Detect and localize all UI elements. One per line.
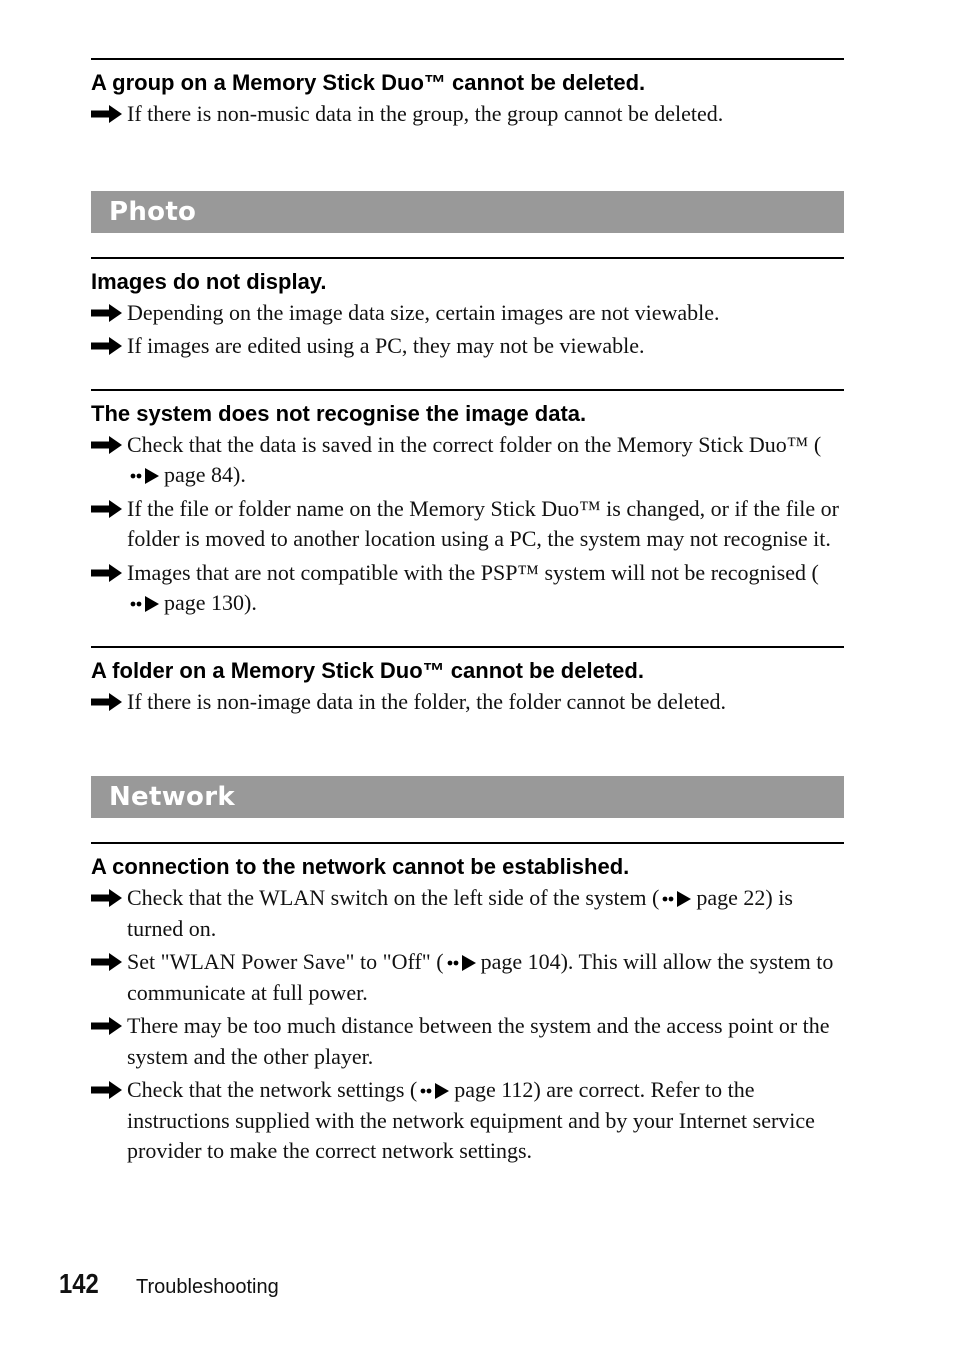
- arrow-right-icon: [91, 564, 122, 582]
- arrow-right-icon: [91, 500, 122, 518]
- divider: [91, 58, 844, 60]
- section-header-photo: [91, 191, 844, 233]
- page-number: 142: [59, 1268, 99, 1299]
- list-item: Check that the data is saved in the correct folder on the Memory Stick Duo™ (page 84).: [91, 430, 844, 491]
- section-title: Photo: [109, 196, 197, 227]
- issue-network-connection: [91, 854, 844, 1167]
- page-reference-icon: [129, 594, 163, 612]
- issue-title: The system does not recognise the image data.: [91, 400, 587, 426]
- page-reference[interactable]: page 22: [696, 885, 766, 910]
- issue-title: A connection to the network cannot be established.: [91, 854, 630, 879]
- list-item: Check that the WLAN switch on the left side of the system ( page 22) is turned on.: [91, 883, 844, 944]
- arrow-right-icon: [91, 889, 122, 907]
- page-reference-icon: [419, 1081, 453, 1099]
- divider: [91, 389, 844, 391]
- page-content: [91, 58, 844, 1170]
- list-item: There may be too much distance between the system and the access point or the system and the other player.: [91, 1011, 844, 1072]
- arrow-right-icon: [91, 304, 122, 322]
- arrow-right-icon: [91, 1081, 122, 1099]
- arrow-right-icon: [91, 436, 122, 454]
- issue-image-not-recognised: [91, 401, 844, 619]
- issue-title: A group on a Memory Stick Duo™ cannot be deleted.: [91, 70, 646, 95]
- page-reference[interactable]: page 104: [480, 949, 561, 974]
- page-reference[interactable]: page 84: [164, 462, 234, 487]
- list-item: Images that are not compatible with the PSP™ system will not be recognised (page 130).: [91, 558, 844, 619]
- page-reference[interactable]: page 130: [164, 590, 245, 615]
- footer-section-label: Troubleshooting: [136, 1276, 279, 1298]
- arrow-right-icon: [91, 953, 122, 971]
- arrow-right-icon: [91, 693, 122, 711]
- list-item: If images are edited using a PC, they may not be viewable.: [91, 331, 844, 362]
- list-item: Check that the network settings ( page 112) are correct. Refer to the instructions supplied with the network equipment and by your Internet service provider to make the correct network settings.: [91, 1075, 844, 1167]
- issue-group-delete: [91, 70, 844, 130]
- page-reference-icon: [446, 953, 480, 971]
- issue-folder-delete: [91, 658, 844, 718]
- issue-title: Images do not display.: [91, 268, 327, 294]
- page-reference-icon: [129, 466, 163, 484]
- page-footer: [59, 1268, 279, 1300]
- list-item: If there is non-music data in the group, the group cannot be deleted.: [91, 99, 844, 130]
- page-reference[interactable]: page 112: [454, 1077, 534, 1102]
- issue-images-not-display: [91, 269, 844, 362]
- section-title: Network: [109, 782, 235, 812]
- arrow-right-icon: [91, 337, 122, 355]
- arrow-right-icon: [91, 105, 122, 123]
- issue-title: A folder on a Memory Stick Duo™ cannot be deleted.: [91, 657, 644, 683]
- section-header-network: [91, 776, 844, 818]
- divider: [91, 646, 844, 648]
- divider: [91, 842, 844, 844]
- page-reference-icon: [661, 889, 695, 907]
- list-item: If there is non-image data in the folder, the folder cannot be deleted.: [91, 687, 844, 718]
- list-item: Set "WLAN Power Save" to "Off" ( page 104). This will allow the system to communicate at full power.: [91, 947, 844, 1008]
- list-item: If the file or folder name on the Memory Stick Duo™ is changed, or if the file or folder is moved to another location using a PC, the system may not recognise it.: [91, 494, 844, 555]
- arrow-right-icon: [91, 1017, 122, 1035]
- list-item: Depending on the image data size, certain images are not viewable.: [91, 298, 844, 329]
- divider: [91, 257, 844, 259]
